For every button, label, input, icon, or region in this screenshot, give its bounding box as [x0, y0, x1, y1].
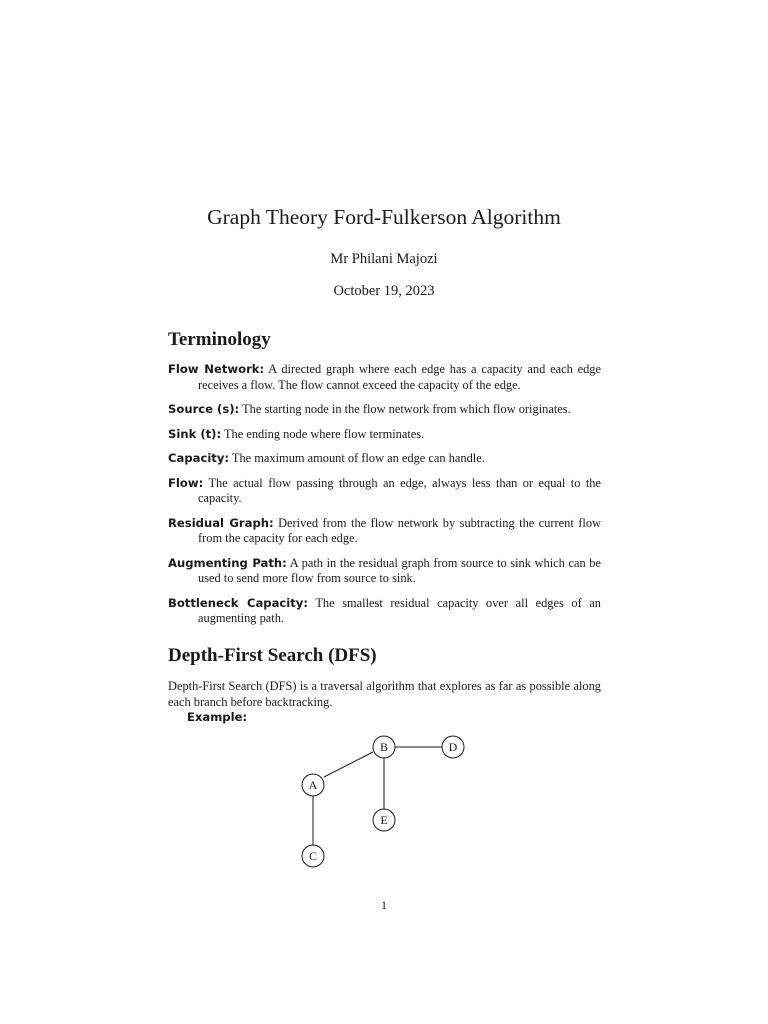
terminology-heading: Terminology: [168, 329, 271, 350]
term-label: Bottleneck Capacity:: [168, 595, 308, 610]
term-definition: The starting node in the flow network from which flow originates.: [242, 402, 571, 416]
page-number: 1: [381, 898, 387, 912]
term-definition: A directed graph where each edge has a capacity and each edge receives a flow. The flow cannot exceed the capacity of the edge.: [198, 362, 601, 392]
term-definition: Derived from the flow network by subtracting the current flow from the capacity for each edge.: [198, 515, 601, 545]
term-label: Source (s):: [168, 402, 240, 416]
node-label-d: D: [448, 740, 458, 754]
term-definition: The smallest residual capacity over all edges of an augmenting path.: [198, 595, 601, 625]
node-label-b: B: [379, 740, 389, 754]
term-label: Residual Graph:: [168, 515, 274, 530]
node-label-a: A: [308, 778, 318, 792]
node-label-c: C: [308, 849, 318, 863]
node-label-e: E: [380, 813, 388, 827]
term-definition: The ending node where flow terminates.: [223, 426, 425, 441]
document-title: Graph Theory Ford-Fulkerson Algorithm: [207, 205, 561, 229]
edge-a-b: [324, 752, 373, 777]
document-author: Mr Philani Majozi: [330, 251, 438, 267]
dfs-paragraph: Depth-First Search (DFS) is a traversal algorithm that explores as far as possible along each branch before backtracking.: [168, 679, 601, 709]
document-date: October 19, 2023: [333, 283, 435, 299]
term-definition: The actual flow passing through an edge, always less than or equal to the capacity.: [198, 475, 602, 505]
term-label: Capacity:: [168, 451, 230, 465]
example-label: Example:: [187, 710, 248, 724]
term-label: Flow Network:: [168, 362, 265, 376]
term-definition: The maximum amount of flow an edge can handle.: [231, 451, 485, 465]
dfs-heading: Depth-First Search (DFS): [168, 645, 377, 666]
term-label: Sink (t):: [168, 426, 222, 441]
term-label: Augmenting Path:: [168, 555, 287, 570]
term-label: Flow:: [168, 475, 204, 490]
term-definition: A path in the residual graph from source to sink which can be used to send more flow from source to sink.: [198, 555, 601, 585]
